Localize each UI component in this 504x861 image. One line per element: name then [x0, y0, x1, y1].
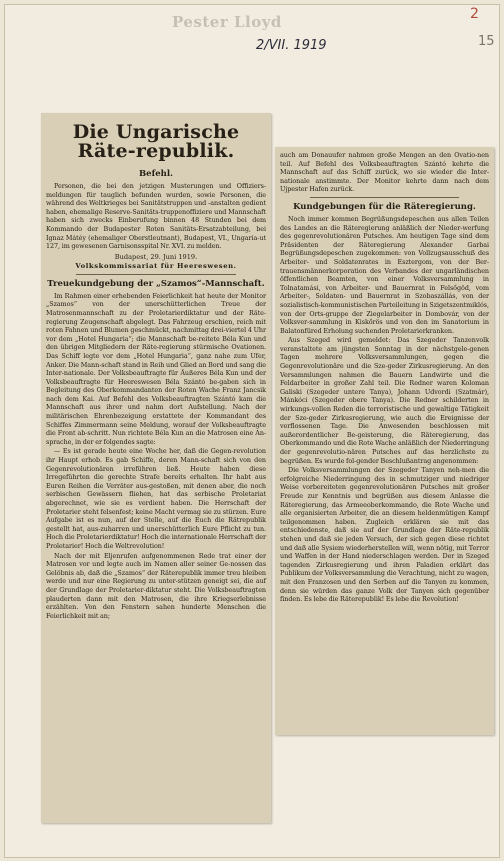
signature: Volkskommissariat für Heereswesen.: [75, 261, 237, 270]
section-title-befehl: Befehl.: [138, 169, 174, 179]
clipping-left: [41, 113, 271, 823]
date-line: Budapest, 29. Juni 1919.: [114, 252, 198, 261]
headline: Die Ungarische Räte-republik.: [72, 121, 240, 162]
paragraph: Aus Szeged wird gemeldet: Das Szegeder Tanzenvolk veranstaltete am jüngsten Sonntag in der nächstgele-genen Tagen mehrere Volksversammlungen, gegen die Gegenrevolutionäre und die Sze-geder Zirkusregierung. An den Versammlungen nahmen die Bauern Landwirte und die Feldarbeiter in großer Zahl teil. Die Redner waren Koloman Galiski (Szegeder untere Tanya), Johann Udvordi (Szatmár), Mánkóci (Szegeder obere Tanya). Die Redner schilderten in wirkungs-vollen Reden die terroristische und gewaltige Tätigkeit der Sze-geder Zirkusregierung, wie auch die Ereignisse der verflossenen Tage. Die Anwesenden beschlossen mit außerordentlicher Be-geisterung, die Räteregierung, das Oberkommando und die Rote Wache anläßlich der Niederringung der gegenrevolutio-nären Putsches auf das herzlichste zu begrüßen. Es wurde fol-gender Beschlußantrag angenommen:: [280, 336, 489, 465]
paragraph: — Es ist gerade heute eine Woche her, daß die Gegen-revolution ihr Haupt erhob. Es gab Schiffe, deren Mann-schaft sich von den Gegenrevolutionären irreführen ließ. Heute haben diese Irregeführten die gerechte Strafe bereits erhalten. Ihr habt aus Euren Reihen die Verräter aus-gestoßen, mit denen aber, die noch serbischen Gewässern fliehen, hat das serbische Proletariat abgerechnet, wie sie es verdient haben. Die Herrschaft der Proletarier steht felsenfest; keine Macht vermag sie zu stürzen. Eure Aufgabe ist es nun, auf der Stelle, auf die Euch die Rätrepublik gestellt hat, aus-zuharren und unerschütterlich Eure Pflicht zu tun. Hoch die Proletarierdiktatur! Hoch die internationale Herrschaft der Proletarier! Hoch die Weltrevolution!: [46, 447, 266, 550]
paragraph: auch am Donauufer nahmen große Mengen an den Ovatio-nen teil. Auf Befehl des Volksbeauftragten Szántó kehrte die Mannschaft auf das Schiff zurück, wo sie wieder die Inter-nationale anstimmte. Der Monitor kehrte dann nach dem Ujpester Hafen zurück.: [280, 151, 489, 194]
page-number-alt: 15: [478, 34, 495, 49]
clipping-right: [275, 147, 494, 735]
paragraph: Personen, die bei den jetzigen Musterungen und Offiziers-meldungen für tauglich befunden wurden, sowie Personen, die während des Weltkrieges bei Sanitätstruppen und -anstalten gedient haben, ehemalige Reserve-Sanitäts-truppenoffiziere und Mannschaft haben sich zwecks Einberufung binnen 48 Stunden bei dem Kommando der Budapester Roten Sanitäts-Ersatzabteilung, bei Ignaz Mátéy (ehemaliger Oberstleutnant), Budapest, VI., Ungaria-ut 127, im gewesenen Garnisonsspital Nr. XVI. zu melden.: [46, 182, 266, 251]
handwritten-date: 2/VII. 1919: [256, 38, 327, 53]
newspaper-stamp: Pester Lloyd: [172, 13, 282, 31]
divider: [76, 274, 236, 275]
section-title-kundgebungen: Kundgebungen für die Räteregierung.: [293, 201, 476, 212]
page-number: 2: [470, 6, 479, 22]
paragraph: Nach der mit Eljenrufen aufgenommenen Rede trat einer der Matrosen vor und legte auch im Namen aller seiner Ge-nossen das Gelöbnis ab, daß die „Szamos“ der Räterepublik immer treu bleiben werde und nur eine Regierung zu unter-stützen geneigt sei, die auf der Grundlage der Proletarier-diktatur steht. Die Volksbeauftragten plauderten dann mit den Matrosen, die ihre Kriegserlebnisse erzählten. Von den Fenstern sahen hunderte Menschen die Feierlichkeit mit an;: [46, 551, 266, 620]
divider: [310, 197, 459, 198]
paragraph: Noch immer kommen Begrüßungsdepeschen aus allen Teilen des Landes an die Räteregierung anläßlich der Nieder-werfung des gegenrevolutionären Putsches. Am heutigen Tage sind dem Präsidenten der Räteregierung Alexander Garbai Begrüßungsdepeschen zugekommen: von Vollzugsausschuß des Arbeiter- und Soldatenrates in Esztergom, von der Ber-trauensmännerkorporation des Verbandes der ungarländischen öffentlichen Beamten, von einer Volksversammlung in Tolnatamási, von Arbeiter- und Bauernrat in Felsőgöd, vom Arbeiter-, Soldaten- und Bauernrat in Szobaszállás, von der sozialistisch-kommunistischen Parteileitung in Szigetszentmiklós, von der Orts-gruppe der Ziegelarbeiter in Dombovár, von der Volksver-sammlung in Kiskőrös und von den im Sanatorium in Balatonfüred Erholung suchenden Proletarierkranken.: [280, 214, 489, 335]
paragraph: Im Rahmen einer erhebenden Feierlichkeit hat heute der Monitor „Szamos“ von der unerschütterlichen Treue der Matrosenmannschaft zu der Proletarierdiktatur und der Räte-regierung Zeugenschaft abgelegt. Das Fahrzeug erschien, reich mit roten Fahnen und Blumen geschmückt, nachmittag drei-viertel 4 Uhr vor dem „Hotel Hungaria“; die Mannschaft be-reitete Béla Kun und den übrigen Mitgliedern der Räte-regierung stürmische Ovationen. Das Schiff legte vor dem „Hotel Hungaria“, ganz nahe zum Ufer, Anker. Die Mann-schaft stand in Reih und Glied an Bord und sang die Inter-nationale. Der Volksbeauftragte für Äußeres Béla Kun und der Volksbeauftragte für Heereswesen Béla Szántó be-gaben sich in Begleitung des Oberkommandanten der Roten Wache Franz Jancsik nach dem Kai. Auf Befehl des Volksbeauftragten Szántó kam die Mannschaft aus ihrer und nahm dort Aufstellung. Nach der militärischen Ehrenbezeigung erstattete der Kommandant des Schiffes Zimmermann seine Meldung, worauf der Volksbeauftragte die Front ab-schritt. Nun richtete Béla Kun an die Matrosen eine An-sprache, in der er folgendes sagte:: [46, 291, 266, 446]
paragraph: Die Volksversammlungen der Szegeder Tanyen neh-men die erfolgreiche Niederringung des in schmutziger und niedriger Weise vorbereiteten gegenrevolutionären Putsches mit großer Freude zur Kenntnis und begrüßen aus diesem Anlasse die Räteregierung, das Armeeoberkommando, die Rote Wache und alle organisierten Arbeiter, die an diesem heldenmütigen Kampf teilgenommen haben. Zugleich erklären sie mit das entschiedenste, daß sie auf der Grundlage der Räte-republik stehen und daß sie jeden Versuch, der sich gegen diese richtet und daß alle Sysiem wiederherstellen will, wenn nötig, mit Terror und Waffen in der Hand niederschlagen werden. Der in Szeged tagenden Zirkusregierung und ihren Paladien erklärt das Publikum der Volksversammlung die Verachtung, nicht zu wagen, mit den Franzosen und den Serben auf die Tanyen zu kommen, denn sie würden das ganze Volk der Tanyen sich gegenüber finden. Es lebe die Räterepublik! Es lebe die Revolution!: [280, 466, 489, 604]
section-title-szamos: Treuekundgebung der „Szamos“-Mannschaft.: [47, 278, 265, 289]
